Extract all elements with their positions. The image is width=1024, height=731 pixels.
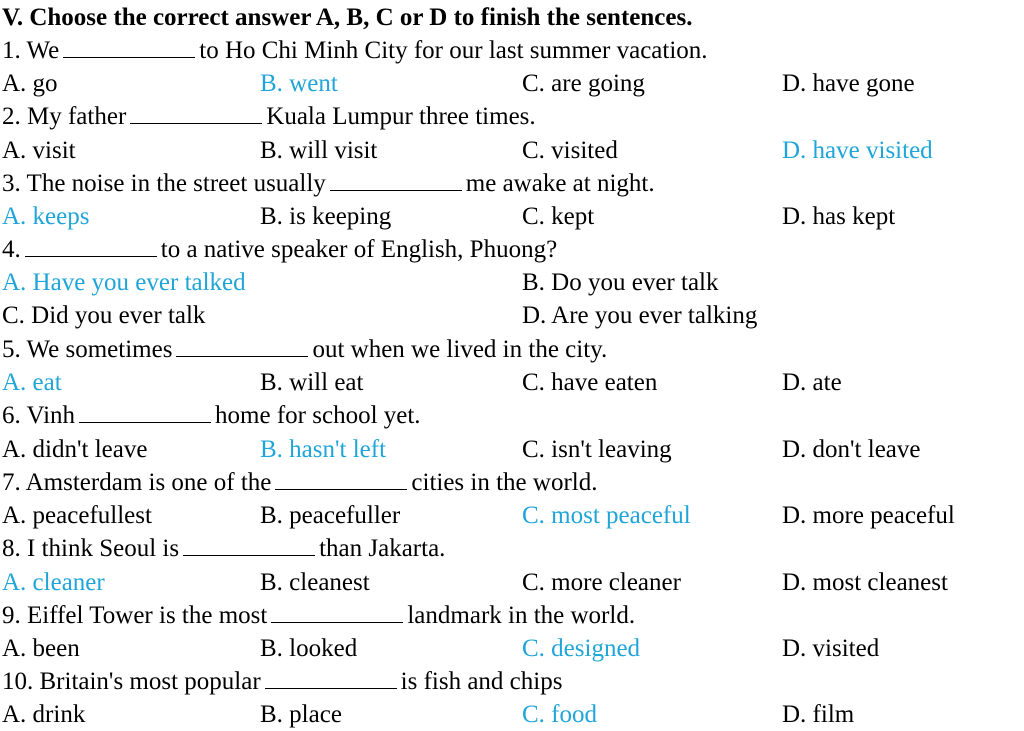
question-1 [2, 34, 708, 67]
question-8-after: than Jakarta. [319, 535, 446, 562]
q7-option-b[interactable]: B. peacefuller [260, 502, 401, 529]
q8-option-d[interactable]: D. most cleanest [782, 569, 948, 596]
question-6-after: home for school yet. [215, 402, 421, 429]
q10-option-b[interactable]: B. place [260, 701, 342, 728]
question-8-before: 8. I think Seoul is [2, 535, 180, 562]
q4-option-a[interactable]: A. Have you ever talked [2, 269, 246, 296]
q2-option-a[interactable]: A. visit [2, 137, 76, 164]
question-3-before: 3. The noise in the street usually [2, 170, 326, 197]
q1-option-d[interactable]: D. have gone [782, 70, 915, 97]
q8-option-c[interactable]: C. more cleaner [522, 569, 681, 596]
question-2-before: 2. My father [2, 103, 127, 130]
answer-blank [265, 668, 397, 689]
q2-option-b[interactable]: B. will visit [260, 137, 378, 164]
q7-option-c[interactable]: C. most peaceful [522, 502, 691, 529]
q5-option-a[interactable]: A. eat [2, 369, 62, 396]
q9-option-a[interactable]: A. been [2, 635, 80, 662]
q3-option-c[interactable]: C. kept [522, 203, 595, 230]
question-9 [2, 599, 635, 632]
question-1-before: 1. We [2, 37, 60, 64]
q6-option-b[interactable]: B. hasn't left [260, 436, 387, 463]
question-6-before: 6. Vinh [2, 402, 76, 429]
exercise-heading: V. Choose the correct answer A, B, C or D to finish the sentences. [2, 4, 693, 31]
q8-option-b[interactable]: B. cleanest [260, 569, 370, 596]
question-6 [2, 399, 421, 432]
question-2-after: Kuala Lumpur three times. [266, 103, 536, 130]
q3-option-a[interactable]: A. keeps [2, 203, 90, 230]
answer-blank [176, 336, 308, 357]
question-2 [2, 100, 536, 133]
q8-option-a[interactable]: A. cleaner [2, 569, 105, 596]
question-5-before: 5. We sometimes [2, 336, 173, 363]
question-4 [2, 233, 557, 266]
answer-blank [275, 469, 407, 490]
answer-blank [63, 37, 195, 58]
answer-blank [271, 602, 403, 623]
question-4-before: 4. [2, 236, 21, 263]
q10-option-d[interactable]: D. film [782, 701, 855, 728]
question-10-after: is fish and chips [400, 668, 563, 695]
question-8 [2, 532, 445, 565]
question-7-before: 7. Amsterdam is one of the [2, 469, 272, 496]
question-10 [2, 665, 562, 698]
q3-option-d[interactable]: D. has kept [782, 203, 896, 230]
question-7-after: cities in the world. [411, 469, 598, 496]
answer-blank [183, 535, 315, 556]
q7-option-d[interactable]: D. more peaceful [782, 502, 955, 529]
question-10-before: 10. Britain's most popular [2, 668, 261, 695]
q4-option-b[interactable]: B. Do you ever talk [522, 269, 719, 296]
q6-option-d[interactable]: D. don't leave [782, 436, 921, 463]
q1-option-a[interactable]: A. go [2, 70, 58, 97]
q1-option-b[interactable]: B. went [260, 70, 338, 97]
q9-option-b[interactable]: B. looked [260, 635, 358, 662]
q3-option-b[interactable]: B. is keeping [260, 203, 392, 230]
q5-option-d[interactable]: D. ate [782, 369, 842, 396]
q1-option-c[interactable]: C. are going [522, 70, 645, 97]
answer-blank [330, 170, 462, 191]
q5-option-c[interactable]: C. have eaten [522, 369, 658, 396]
q7-option-a[interactable]: A. peacefullest [2, 502, 152, 529]
q10-option-a[interactable]: A. drink [2, 701, 86, 728]
question-7 [2, 466, 597, 499]
q10-option-c[interactable]: C. food [522, 701, 597, 728]
question-9-before: 9. Eiffel Tower is the most [2, 602, 268, 629]
q2-option-c[interactable]: C. visited [522, 137, 618, 164]
answer-blank [25, 236, 157, 257]
q6-option-c[interactable]: C. isn't leaving [522, 436, 672, 463]
q9-option-d[interactable]: D. visited [782, 635, 880, 662]
q6-option-a[interactable]: A. didn't leave [2, 436, 148, 463]
question-4-after: to a native speaker of English, Phuong? [160, 236, 558, 263]
q9-option-c[interactable]: C. designed [522, 635, 641, 662]
q4-option-c[interactable]: C. Did you ever talk [2, 302, 206, 329]
q2-option-d[interactable]: D. have visited [782, 137, 933, 164]
answer-blank [130, 103, 262, 124]
question-3 [2, 167, 655, 200]
question-9-after: landmark in the world. [407, 602, 636, 629]
question-1-after: to Ho Chi Minh City for our last summer vacation. [199, 37, 708, 64]
question-5 [2, 333, 607, 366]
question-5-after: out when we lived in the city. [312, 336, 608, 363]
question-3-after: me awake at night. [465, 170, 655, 197]
answer-blank [79, 402, 211, 423]
q4-option-d[interactable]: D. Are you ever talking [522, 302, 758, 329]
q5-option-b[interactable]: B. will eat [260, 369, 364, 396]
